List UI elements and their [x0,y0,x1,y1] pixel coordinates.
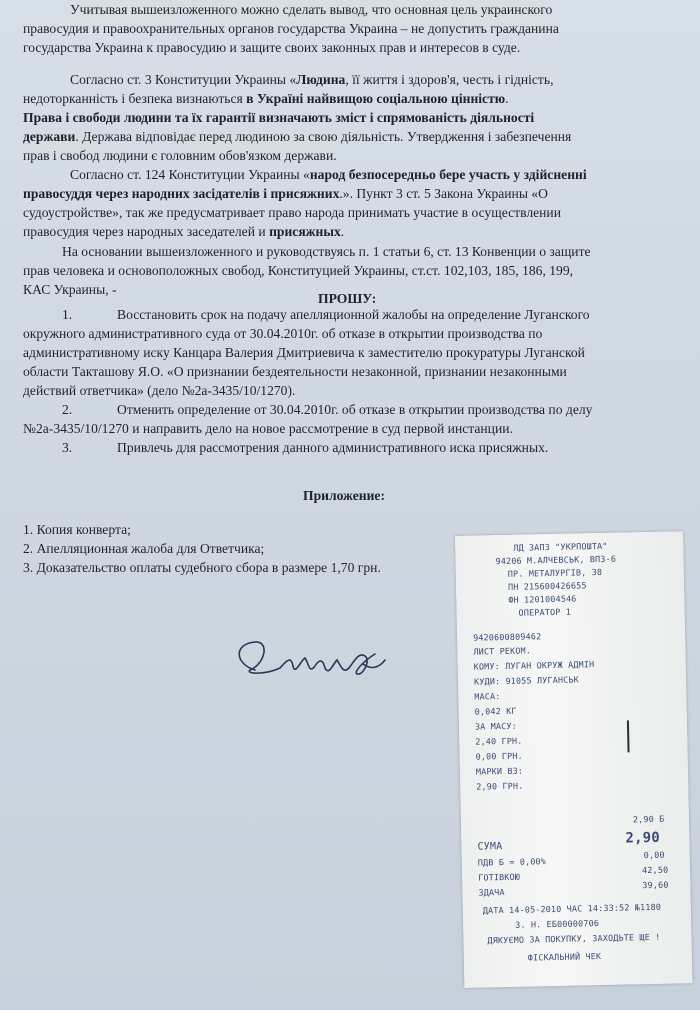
attachment-3: 3. Доказательство оплаты судебного сбора в размере 1,70 грн. [23,560,381,575]
receipt-tear-mark [627,720,630,752]
attachments-title: Приложение: [303,488,385,503]
para4-line-2: прав человека и основоположных свобод, Конституцией Украины, ст.ст. 102,103, 185, 186, 199, [23,263,574,278]
receipt-line-11: 2,90 ГРН. [476,780,524,792]
item-1-line-3: административному иску Канцара Валерия Дмитриевича к заместителю прокуратуры Луганской [23,345,585,360]
item-1-line-4: области Такташову Я.О. «О признании бездеятельности незаконной, признании незаконными [23,364,567,379]
receipt-line-6: 0,042 КГ [474,705,517,717]
receipt-line-2: ЛИСТ РЕКОМ. [473,645,532,657]
para2-text: . [505,91,509,106]
receipt-fiscal: ФІСКАЛЬНИЙ ЧЕК [527,951,602,963]
receipt-label-cash: ГОТІВКОЮ [478,871,521,883]
para2-text: , її життя і здоров'я, честь і гідність, [345,72,554,87]
receipt-header-5: ФН 1201004546 [508,593,577,605]
receipt-line-3: КОМУ: ЛУГАН ОКРУЖ АДМІН [473,659,595,672]
receipt-label-sum: СУМА [477,841,503,853]
para1-line-1: Учитывая вышеизложенного можно сделать вывод, что основная цель украинского [70,2,553,17]
receipt-value-cash: 42,50 [641,864,669,876]
para3-bold: правосуддя через народних засідателів і присяжних [23,186,340,201]
attachment-1: 1. Копия конверта; [23,522,131,537]
receipt-line-4: КУДИ: 91055 ЛУГАНСЬК [473,674,579,687]
item-2-line-2: №2а-3435/10/1270 и направить дело на новое рассмотрение в суд первой инстанции. [23,421,513,436]
receipt-sum-small: 2,90 Б [632,813,665,825]
receipt-header-3: ПР. МЕТАЛУРГІВ, 38 [507,566,603,579]
receipt-line-10: МАРКИ ВЗ: [475,765,524,777]
para2-line-3: Права і свободи людини та їх гарантії визначають зміст і спрямованість діяльності [23,110,535,125]
para2-bold: держави [23,129,76,144]
para3-text: Согласно ст. 124 Конституции Украины « [70,167,310,182]
postal-receipt [455,531,692,988]
para3-bold: народ безпосередньо бере участь у здійсненні [309,167,587,182]
para2-bold: в Україні найвищою соціальною цінністю [242,91,506,106]
item-3-number: 3. [62,440,73,455]
item-1-number: 1. [62,307,73,322]
receipt-line-5: МАСА: [474,691,501,702]
receipt-header-4: ПН 215600426655 [507,580,587,592]
item-2-number: 2. [62,402,73,417]
para2-bold: Людина [296,72,346,87]
item-2-line-1: Отменить определение от 30.04.2010г. об отказе в открытии производства по делу [117,402,593,417]
receipt-line-8: 2,40 ГРН. [475,735,523,747]
item-1-line-1: Восстановить срок на подачу апелляционной жалобы на определение Луганского [117,307,590,322]
para3-line-1 [70,165,587,184]
para2-line-1 [70,70,553,89]
receipt-header-6: ОПЕРАТОР 1 [518,606,572,618]
item-3-line-1: Привлечь для рассмотрения данного административного иска присяжных. [117,440,549,455]
receipt-label-change: ЗДАЧА [478,887,505,898]
receipt-thanks: ДЯКУЄМО ЗА ПОКУПКУ, ЗАХОДЬТЕ ЩЕ ! [487,931,661,946]
para2-text: Согласно ст. 3 Конституции Украины « [70,72,297,87]
receipt-sum-big: 2,90 [625,829,661,847]
item-1-line-2: окружного административного суда от 30.04.2010г. об отказе в открытии производства по [23,326,543,341]
para2-line-5: прав і свобод людини є головним обов'язком держави. [23,148,337,163]
para3-bold: присяжных [269,224,341,239]
attachment-2: 2. Апелляционная жалоба для Ответчика; [23,541,265,556]
para3-line-2 [23,184,548,203]
para4-line-1: На основании вышеизложенного и руководствуясь п. 1 статьи 6, ст. 13 Конвенции о защите [62,244,591,259]
para1-line-3: государства Украина к правосудию и защите своих законных прав и интересов в суде. [23,40,521,55]
handwritten-signature [225,630,395,700]
receipt-header-2: 94206 М.АЛЧЕВСЬК, ВПЗ-6 [495,553,617,567]
receipt-datetime: ДАТА 14-05-2010 ЧАС 14:33:52 №1180 [482,901,662,916]
para2-line-4 [23,127,571,146]
receipt-line-1: 9420600809462 [473,631,542,643]
para4-line-3: КАС Украины, - [23,282,117,297]
para1-line-2: правосудия и правоохранительных органов государства Украина – не допустить гражданина [23,21,559,36]
para3-line-4 [23,222,344,241]
para3-line-3: судоустройстве», так же предусматривает право народа принимать участие в осуществлении [23,205,561,220]
receipt-zn: З. Н. ЕБ00000706 [515,918,600,930]
receipt-value-change: 39,60 [642,879,669,891]
receipt-label-vat: ПДВ Б = 0,00% [477,856,547,868]
receipt-header-1: ЛД ЗАПЗ "УКРПОШТА" [513,540,608,553]
receipt-line-7: ЗА МАСУ: [474,720,518,732]
receipt-value-vat: 0,00 [643,849,665,861]
para2-text: недоторканність і безпека визнаються [23,91,243,106]
item-1-line-5: действий ответчика» (дело №2а-3435/10/1270). [23,383,296,398]
para2-line-2 [23,89,509,108]
para3-text: правосудия через народных заседателей и [23,224,270,239]
para3-text: . [340,224,345,239]
request-title: ПРОШУ: [318,291,377,306]
receipt-line-9: 0,00 ГРН. [475,750,523,762]
para2-text: . Держава відповідає перед людиною за свою діяльність. Утвердження і забезпечення [75,129,572,144]
para3-text: .». Пункт 3 ст. 5 Закона Украины «О [339,186,548,201]
